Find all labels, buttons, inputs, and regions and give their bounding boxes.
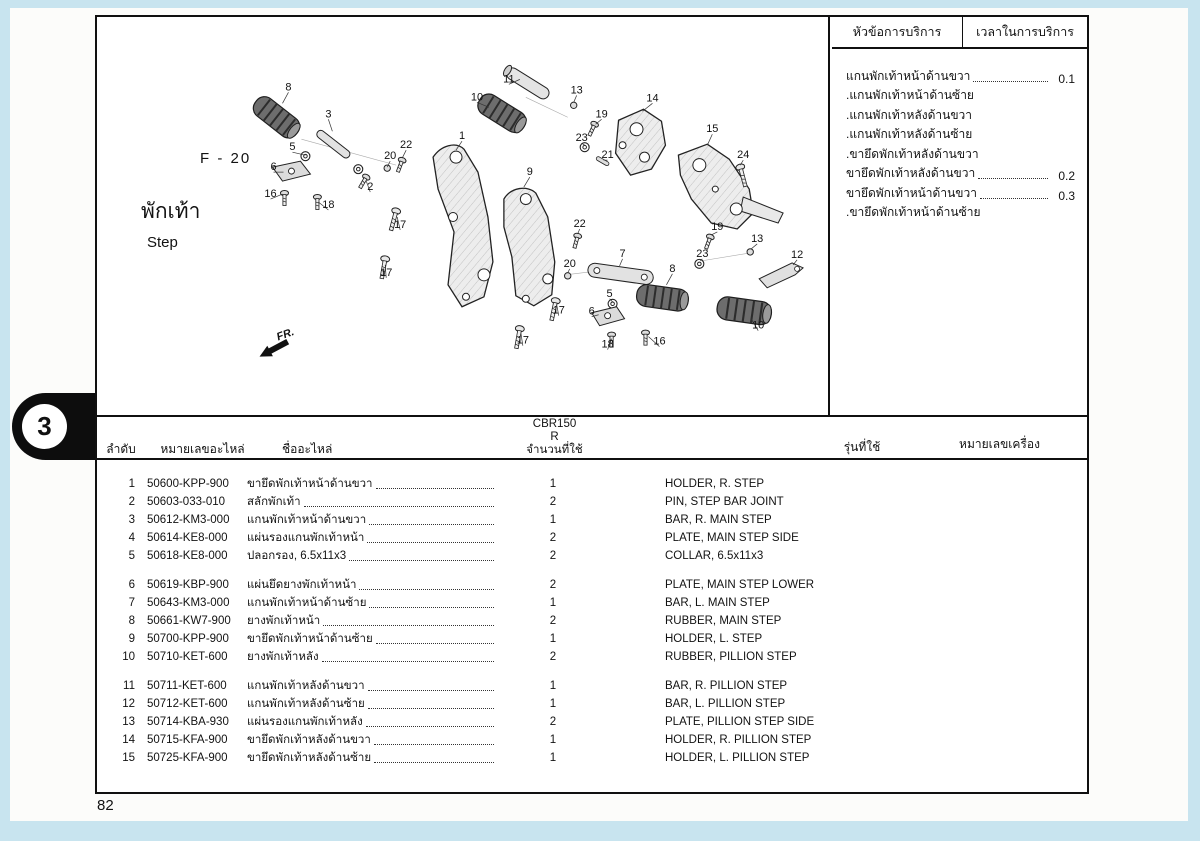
row-number: 15 bbox=[122, 752, 135, 764]
col-no-header: ลำดับ bbox=[106, 442, 136, 456]
nut-20 bbox=[384, 165, 390, 171]
row-number: 8 bbox=[128, 615, 135, 627]
callout-number-6: 6 bbox=[588, 305, 595, 318]
part-name-thai bbox=[247, 529, 497, 547]
part-number: 50618-KE8-000 bbox=[147, 550, 228, 562]
nut-13 bbox=[747, 249, 753, 255]
service-time: 0.1 bbox=[1058, 71, 1075, 86]
service-item bbox=[846, 125, 1075, 145]
service-box bbox=[832, 17, 1087, 415]
part-name-thai-text: ยางพักเท้าหลัง bbox=[247, 651, 319, 663]
parts-diagram bbox=[97, 17, 830, 415]
part-number: 50710-KET-600 bbox=[147, 651, 228, 663]
part-name-english: BAR, R. PILLION STEP bbox=[665, 680, 788, 692]
dotted-leader bbox=[323, 612, 494, 626]
callout-leader-line bbox=[282, 92, 288, 103]
table-row bbox=[97, 594, 1087, 612]
part-name-thai-text: แกนพักเท้าหลังด้านขวา bbox=[247, 680, 365, 692]
table-row bbox=[97, 630, 1087, 648]
row-number: 7 bbox=[128, 597, 135, 609]
table-row-group bbox=[97, 677, 1087, 767]
part-name-thai-text: ปลอกรอง, 6.5x11x3 bbox=[247, 550, 347, 562]
part-name-thai-text: แผ่นรองแกนพักเท้าหน้า bbox=[247, 532, 365, 544]
row-number: 2 bbox=[128, 496, 135, 508]
callout-number-17: 17 bbox=[516, 334, 529, 347]
callout-number-5: 5 bbox=[289, 141, 296, 154]
part-name-thai bbox=[247, 511, 497, 529]
plate-6 bbox=[273, 161, 311, 181]
callout-number-20: 20 bbox=[384, 150, 397, 163]
quantity: 1 bbox=[549, 734, 557, 746]
table-row bbox=[97, 475, 1087, 493]
part-name-thai-text: สลักพักเท้า bbox=[247, 496, 301, 508]
quantity: 2 bbox=[549, 615, 557, 627]
col-part-number-header: หมายเลขอะไหล่ bbox=[160, 442, 245, 456]
service-item-label: .ขายึดพักเท้าหลังด้านขวา bbox=[846, 146, 979, 161]
part-name-english: BAR, R. MAIN STEP bbox=[665, 514, 772, 526]
table-row bbox=[97, 695, 1087, 713]
part-name-english: BAR, L. MAIN STEP bbox=[665, 597, 770, 609]
quantity: 1 bbox=[549, 514, 557, 526]
quantity: 1 bbox=[549, 597, 557, 609]
row-number: 4 bbox=[128, 532, 135, 544]
row-number: 9 bbox=[128, 633, 135, 645]
table-row bbox=[97, 713, 1087, 731]
quantity: 2 bbox=[549, 651, 557, 663]
callout-number-19: 19 bbox=[595, 108, 608, 121]
table-row bbox=[97, 529, 1087, 547]
part-name-thai bbox=[247, 677, 497, 695]
callout-number-10: 10 bbox=[752, 319, 765, 332]
callout-leader-line bbox=[620, 259, 623, 266]
service-header-left: หัวข้อการบริการ bbox=[852, 25, 942, 39]
nut-13 bbox=[571, 102, 577, 108]
title-english: Step bbox=[147, 234, 178, 251]
callout-number-13: 13 bbox=[751, 232, 764, 245]
part-number: 50661-KW7-900 bbox=[147, 615, 231, 627]
part-number: 50600-KPP-900 bbox=[147, 478, 229, 490]
row-number: 14 bbox=[122, 734, 135, 746]
part-name-english: PLATE, MAIN STEP SIDE bbox=[665, 532, 799, 544]
callout-number-23: 23 bbox=[696, 247, 709, 260]
front-step-rubber-8 bbox=[249, 93, 303, 142]
service-list bbox=[832, 49, 1087, 222]
callout-number-16: 16 bbox=[264, 188, 277, 201]
callout-number-24: 24 bbox=[737, 149, 750, 162]
callout-number-18: 18 bbox=[322, 199, 335, 212]
callout-number-9: 9 bbox=[526, 166, 533, 179]
service-item-label: ขายึดพักเท้าหลังด้านขวา bbox=[846, 166, 976, 180]
dotted-leader bbox=[978, 178, 1048, 179]
table-row bbox=[97, 547, 1087, 565]
part-number: 50711-KET-600 bbox=[147, 680, 227, 692]
callout-leader-line bbox=[524, 177, 530, 187]
variant-label: R bbox=[550, 431, 559, 443]
part-name-thai bbox=[247, 749, 497, 767]
service-item bbox=[846, 203, 1075, 223]
quantity: 1 bbox=[549, 633, 557, 645]
paper bbox=[10, 8, 1188, 821]
callout-number-22: 22 bbox=[400, 139, 413, 152]
callout-number-7: 7 bbox=[619, 247, 626, 260]
part-name-english: HOLDER, L. PILLION STEP bbox=[665, 752, 810, 764]
dotted-leader bbox=[368, 677, 494, 691]
section-tab bbox=[12, 393, 96, 460]
part-name-thai bbox=[247, 493, 497, 511]
part-number: 50712-KET-600 bbox=[147, 698, 228, 710]
service-item bbox=[846, 183, 1075, 203]
part-name-thai-text: แกนพักเท้าหลังด้านซ้าย bbox=[247, 698, 365, 710]
nut-20 bbox=[565, 273, 571, 279]
plate-6 bbox=[592, 307, 625, 326]
table-row bbox=[97, 612, 1087, 630]
callout-number-21: 21 bbox=[601, 149, 614, 162]
service-box-header bbox=[832, 17, 1087, 49]
part-name-english: HOLDER, L. STEP bbox=[665, 633, 763, 645]
callout-number-17: 17 bbox=[552, 304, 565, 317]
part-number: 50700-KPP-900 bbox=[147, 633, 229, 645]
part-name-english: HOLDER, R. STEP bbox=[665, 478, 765, 490]
fr-label: FR. bbox=[275, 326, 296, 344]
quantity: 2 bbox=[549, 532, 557, 544]
callout-leader-line bbox=[328, 119, 332, 131]
quantity: 2 bbox=[549, 716, 557, 728]
row-number: 6 bbox=[128, 579, 135, 591]
part-name-thai bbox=[247, 713, 497, 731]
collar-5 bbox=[301, 152, 310, 161]
screw-22 bbox=[571, 232, 583, 249]
dotted-leader bbox=[374, 731, 494, 745]
part-number: 50603-033-010 bbox=[147, 496, 226, 508]
callout-number-6: 6 bbox=[270, 161, 277, 174]
part-name-thai-text: แกนพักเท้าหน้าด้านซ้าย bbox=[247, 597, 367, 609]
table-row bbox=[97, 749, 1087, 767]
part-name-thai-text: ขายึดพักเท้าหน้าด้านขวา bbox=[247, 478, 373, 490]
col-qty-header bbox=[492, 418, 617, 457]
dotted-leader bbox=[359, 576, 494, 590]
callout-number-3: 3 bbox=[325, 108, 332, 121]
callout-number-23: 23 bbox=[575, 132, 588, 145]
model-label: CBR150 bbox=[532, 418, 577, 430]
dotted-leader bbox=[376, 475, 494, 489]
dotted-leader bbox=[367, 529, 494, 543]
part-name-english: BAR, L. PILLION STEP bbox=[665, 698, 786, 710]
diagram-svg bbox=[97, 17, 828, 415]
washer bbox=[354, 165, 363, 174]
part-name-thai bbox=[247, 576, 497, 594]
quantity: 1 bbox=[549, 478, 557, 490]
service-item-label: .แกนพักเท้าหลังด้านซ้าย bbox=[846, 127, 973, 141]
lever-12 bbox=[759, 263, 803, 288]
part-name-thai-text: แผ่นรองแกนพักเท้าหลัง bbox=[247, 716, 363, 728]
part-name-thai bbox=[247, 731, 497, 749]
service-item-label: .ขายึดพักเท้าหน้าด้านซ้าย bbox=[846, 205, 981, 219]
table-body bbox=[97, 460, 1087, 792]
part-name-thai bbox=[247, 695, 497, 713]
row-number: 12 bbox=[122, 698, 135, 710]
callout-number-11: 11 bbox=[503, 73, 515, 86]
service-item-label: .แกนพักเท้าหลังด้านขวา bbox=[846, 107, 972, 122]
dotted-leader bbox=[374, 749, 494, 763]
callout-number-14: 14 bbox=[646, 92, 659, 105]
dotted-leader bbox=[376, 630, 494, 644]
callout-number-8: 8 bbox=[285, 81, 292, 94]
row-number: 11 bbox=[123, 680, 135, 692]
title-thai: พักเท้า bbox=[141, 200, 201, 223]
dotted-leader bbox=[304, 493, 494, 507]
bolt-16 bbox=[642, 330, 650, 345]
row-number: 1 bbox=[128, 478, 135, 490]
quantity: 1 bbox=[549, 752, 557, 764]
part-name-thai bbox=[247, 648, 497, 666]
table-header bbox=[97, 415, 1087, 460]
callout-leader-line bbox=[643, 103, 653, 111]
page-number: 82 bbox=[97, 797, 114, 814]
service-item bbox=[846, 66, 1075, 86]
part-number: 50715-KFA-900 bbox=[147, 734, 228, 746]
callout-number-2: 2 bbox=[367, 181, 374, 194]
pillion-bracket-15 bbox=[678, 144, 783, 229]
washer-23 bbox=[695, 259, 704, 268]
service-item bbox=[846, 86, 1075, 106]
table-row bbox=[97, 677, 1087, 695]
service-header-right: เวลาในการบริการ bbox=[962, 17, 1087, 47]
figure-code: F - 20 bbox=[200, 150, 252, 167]
callout-leader-line bbox=[707, 134, 712, 145]
pillion-bracket-14 bbox=[616, 109, 666, 175]
quantity: 2 bbox=[549, 496, 557, 508]
part-number: 50614-KE8-000 bbox=[147, 532, 228, 544]
fr-direction-arrow bbox=[257, 326, 296, 362]
plate-7 bbox=[587, 262, 654, 285]
callout-number-13: 13 bbox=[570, 84, 583, 97]
quantity: 2 bbox=[549, 579, 557, 591]
callout-number-22: 22 bbox=[573, 217, 586, 230]
part-number: 50619-KBP-900 bbox=[147, 579, 229, 591]
service-item bbox=[846, 144, 1075, 164]
quantity: 1 bbox=[549, 698, 557, 710]
part-name-english: COLLAR, 6.5x11x3 bbox=[665, 550, 764, 562]
table-row-group bbox=[97, 475, 1087, 565]
part-name-thai bbox=[247, 547, 497, 565]
table-row-group bbox=[97, 576, 1087, 666]
dotted-leader bbox=[369, 511, 494, 525]
callout-number-12: 12 bbox=[790, 248, 804, 261]
part-name-english: PLATE, PILLION STEP SIDE bbox=[665, 716, 815, 728]
callout-number-20: 20 bbox=[563, 257, 576, 270]
part-name-english: HOLDER, R. PILLION STEP bbox=[665, 734, 812, 746]
service-item bbox=[846, 105, 1075, 125]
part-name-thai bbox=[247, 475, 497, 493]
quantity: 2 bbox=[549, 550, 557, 562]
part-name-english: RUBBER, MAIN STEP bbox=[665, 615, 782, 627]
part-number: 50725-KFA-900 bbox=[147, 752, 228, 764]
col-engine-number-header: หมายเลขเครื่อง bbox=[959, 437, 1040, 451]
part-number: 50714-KBA-930 bbox=[147, 716, 229, 728]
part-name-thai-text: แกนพักเท้าหน้าด้านขวา bbox=[247, 514, 367, 526]
callout-number-19: 19 bbox=[711, 220, 724, 233]
dotted-leader bbox=[369, 594, 494, 608]
part-name-thai bbox=[247, 594, 497, 612]
section-number: 3 bbox=[22, 404, 67, 449]
callout-leader-line bbox=[666, 274, 672, 285]
dotted-leader bbox=[973, 81, 1048, 82]
holder-bracket-9 bbox=[504, 188, 555, 305]
quantity: 1 bbox=[549, 680, 557, 692]
callout-number-17: 17 bbox=[380, 266, 393, 279]
holder-bracket-1 bbox=[433, 145, 493, 307]
col-model-used-header: รุ่นที่ใช้ bbox=[843, 440, 881, 454]
callout-number-5: 5 bbox=[606, 287, 613, 300]
service-item-label: .แกนพักเท้าหน้าด้านซ้าย bbox=[846, 88, 974, 102]
callout-number-18: 18 bbox=[601, 338, 614, 351]
dotted-leader bbox=[366, 713, 494, 727]
table-row bbox=[97, 731, 1087, 749]
callout-number-16: 16 bbox=[653, 335, 666, 348]
row-number: 3 bbox=[128, 514, 135, 526]
row-number: 10 bbox=[122, 651, 135, 663]
step-rubber-8 bbox=[635, 283, 689, 312]
qty-label: จำนวนที่ใช้ bbox=[526, 444, 583, 456]
part-name-thai-text: แผ่นยึดยางพักเท้าหน้า bbox=[247, 579, 357, 591]
part-number: 50643-KM3-000 bbox=[147, 597, 230, 609]
callout-number-17: 17 bbox=[394, 218, 407, 231]
bolt-18 bbox=[313, 194, 321, 209]
service-time: 0.3 bbox=[1058, 188, 1075, 203]
callout-number-15: 15 bbox=[706, 123, 719, 136]
row-number: 13 bbox=[122, 716, 135, 728]
part-name-thai bbox=[247, 630, 497, 648]
service-time: 0.2 bbox=[1058, 169, 1075, 183]
part-name-english: PIN, STEP BAR JOINT bbox=[665, 496, 784, 508]
dotted-leader bbox=[980, 198, 1048, 199]
row-number: 5 bbox=[128, 550, 135, 562]
callout-leader-line bbox=[574, 95, 577, 102]
part-name-english: PLATE, MAIN STEP LOWER bbox=[665, 579, 815, 591]
part-name-thai-text: ขายึดพักเท้าหลังด้านซ้าย bbox=[247, 752, 372, 764]
table-row bbox=[97, 576, 1087, 594]
table-row bbox=[97, 648, 1087, 666]
table-row bbox=[97, 493, 1087, 511]
bolt-16 bbox=[280, 190, 288, 205]
service-item-label: ขายึดพักเท้าหน้าด้านขวา bbox=[846, 185, 977, 200]
callout-number-1: 1 bbox=[458, 130, 466, 143]
part-number: 50612-KM3-000 bbox=[147, 514, 230, 526]
callout-number-10: 10 bbox=[470, 91, 484, 104]
service-item bbox=[846, 164, 1075, 184]
service-item-label: แกนพักเท้าหน้าด้านขวา bbox=[846, 68, 971, 83]
content-frame bbox=[95, 15, 1089, 794]
callout-number-8: 8 bbox=[669, 262, 676, 275]
part-name-thai-text: ขายึดพักเท้าหน้าด้านซ้าย bbox=[247, 633, 373, 645]
col-part-name-header: ชื่ออะไหล่ bbox=[282, 442, 333, 456]
dotted-leader bbox=[368, 695, 494, 709]
callout-leader-line bbox=[402, 150, 406, 158]
table-row bbox=[97, 511, 1087, 529]
part-name-english: RUBBER, PILLION STEP bbox=[665, 651, 797, 663]
part-name-thai-text: ยางพักเท้าหน้า bbox=[247, 615, 321, 627]
dotted-leader bbox=[349, 547, 494, 561]
part-name-thai-text: ขายึดพักเท้าหลังด้านขวา bbox=[247, 734, 371, 746]
dotted-leader bbox=[322, 648, 494, 662]
part-name-thai bbox=[247, 612, 497, 630]
